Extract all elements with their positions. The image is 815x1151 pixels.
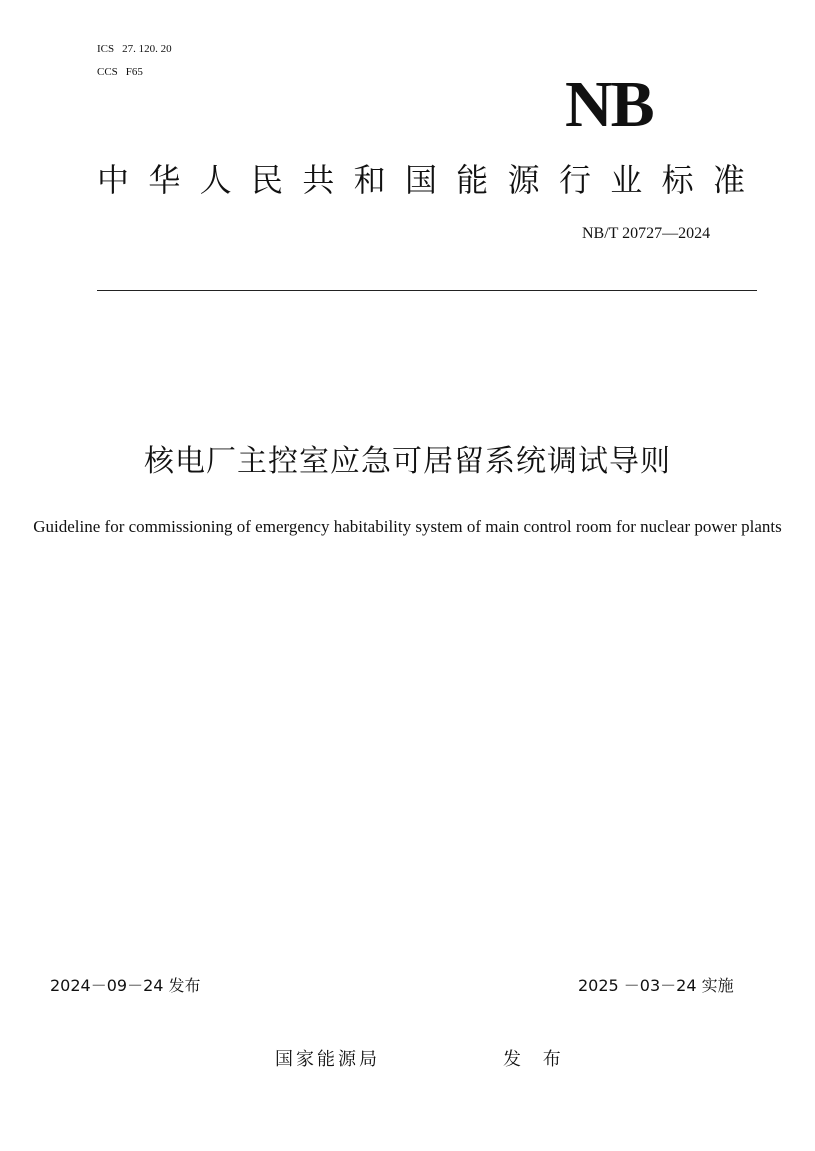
publish-date: 2024－09－24 发布	[50, 976, 201, 995]
category-char: 行	[558, 161, 591, 199]
category-char: 准	[712, 161, 745, 199]
category-char: 民	[250, 161, 283, 199]
issuer: 国家能源局	[275, 1049, 380, 1070]
nb-logo: NB	[565, 68, 653, 141]
title-chinese: 核电厂主控室应急可居留系统调试导则	[144, 444, 671, 479]
category-char: 和	[353, 161, 386, 199]
category-char: 国	[404, 161, 437, 199]
ics-value: 27. 120. 20	[122, 43, 172, 55]
category-char: 中	[97, 161, 130, 199]
header-divider	[97, 290, 757, 291]
title-english: Guideline for commissioning of emergency habitability system of main control room for nuclear power plants	[33, 517, 782, 536]
category-char: 人	[199, 161, 232, 199]
ccs-label: CCS	[97, 66, 118, 78]
ccs-code	[97, 65, 143, 79]
ccs-value: F65	[125, 66, 143, 78]
ics-code	[97, 42, 172, 56]
category-char: 共	[302, 161, 335, 199]
category-char: 源	[507, 161, 540, 199]
category-char: 业	[610, 161, 643, 199]
standard-category	[97, 160, 745, 200]
standard-number: NB/T 20727—2024	[582, 225, 711, 242]
category-char: 标	[661, 161, 694, 199]
ics-label: ICS	[97, 43, 115, 55]
category-char: 华	[148, 161, 181, 199]
implement-date: 2025 －03－24 实施	[578, 976, 734, 995]
category-char: 能	[456, 161, 489, 199]
issue-word: 发 布	[503, 1049, 569, 1070]
